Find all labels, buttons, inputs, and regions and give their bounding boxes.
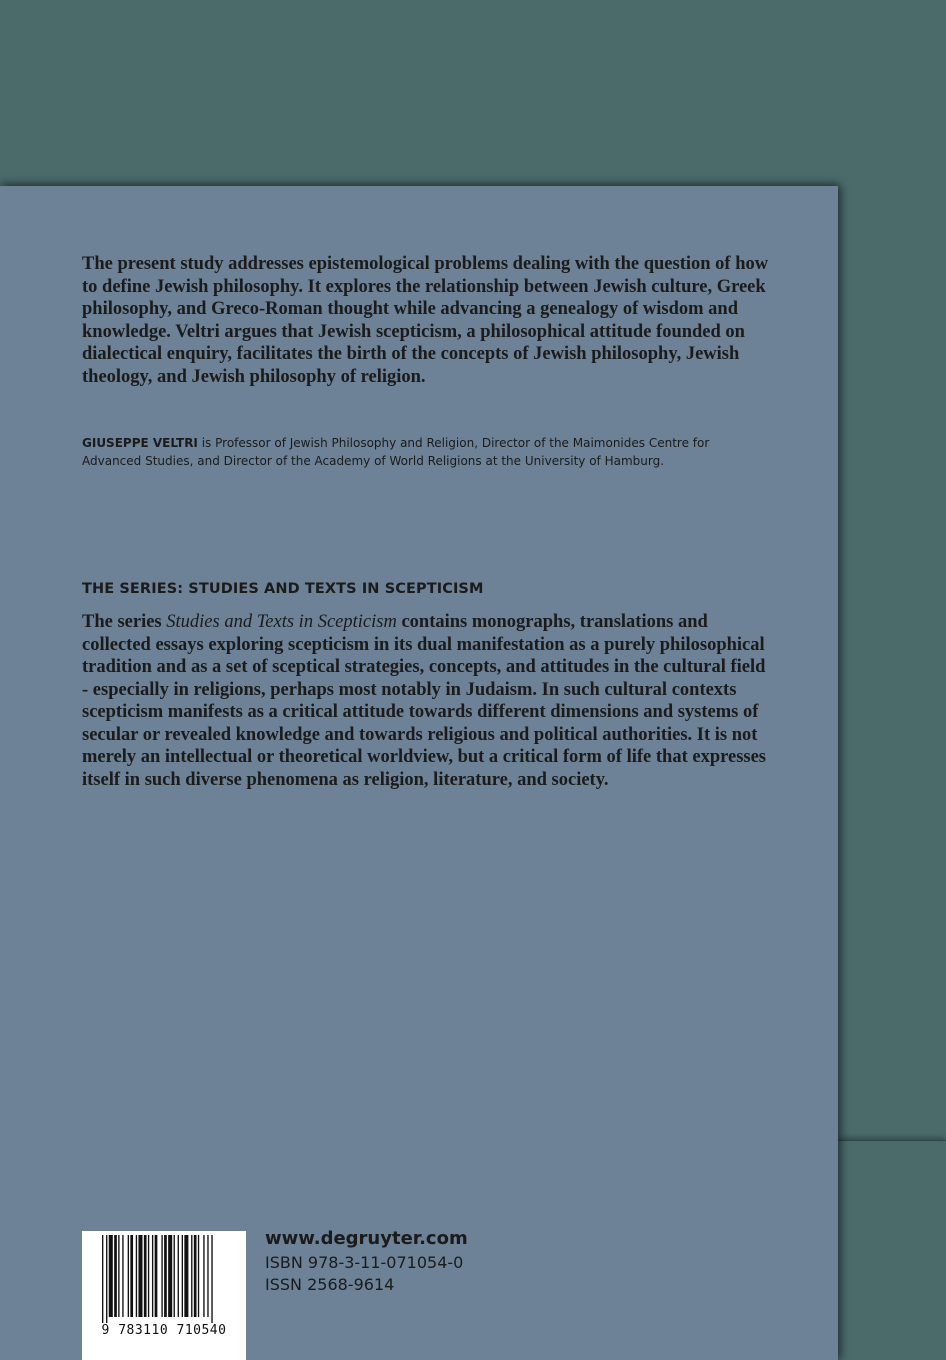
background-panel	[838, 1140, 946, 1360]
publisher-info	[265, 1226, 468, 1296]
publisher-url[interactable]: www.degruyter.com	[265, 1228, 468, 1249]
series-heading: THE SERIES: STUDIES AND TEXTS IN SCEPTICISM	[82, 581, 484, 597]
series-description	[82, 611, 772, 791]
series-body: contains monographs, translations and collected essays exploring scepticism in its dual manifestation as a purely philosophical tradition and as a set of sceptical strategies, concepts, and attitudes in the cultural field - especially in religions, perhaps most notably in Judaism. In such cultural contexts scepticism manifests as a critical attitude towards different dimensions and systems of secular or revealed knowledge and towards religious and political authorities. It is not merely an intellectual or theoretical worldview, but a critical form of life that expresses itself in such diverse phenomena as religion, literature, and society.	[82, 612, 767, 790]
author-bio-text: is Professor of Jewish Philosophy and Religion, Director of the Maimonides Centre for Advanced Studies, and Director of the Academy of World Religions at the University of Hamburg.	[82, 436, 710, 468]
series-title: Studies and Texts in Scepticism	[166, 612, 397, 632]
barcode-bars-icon	[82, 1231, 246, 1323]
book-blurb: The present study addresses epistemological problems dealing with the question of how to define Jewish philosophy. It explores the relationship between Jewish culture, Greek philosophy, and Greco-Roman thought while advancing a genealogy of wisdom and knowledge. Veltri argues that Jewish scepticism, a philosophical attitude founded on dialectical enquiry, facilitates the birth of the concepts of Jewish philosophy, Jewish theology, and Jewish philosophy of religion.	[82, 254, 769, 387]
isbn-number: ISBN 978-3-11-071054-0	[265, 1253, 464, 1272]
series-intro: The series	[82, 612, 167, 632]
barcode-digits: 9 783110 710540	[101, 1323, 227, 1338]
author-name: GIUSEPPE VELTRI	[82, 436, 198, 450]
back-cover	[0, 186, 838, 1360]
isbn-barcode	[82, 1231, 246, 1360]
author-bio	[82, 435, 772, 470]
issn-number: ISSN 2568-9614	[265, 1275, 395, 1294]
